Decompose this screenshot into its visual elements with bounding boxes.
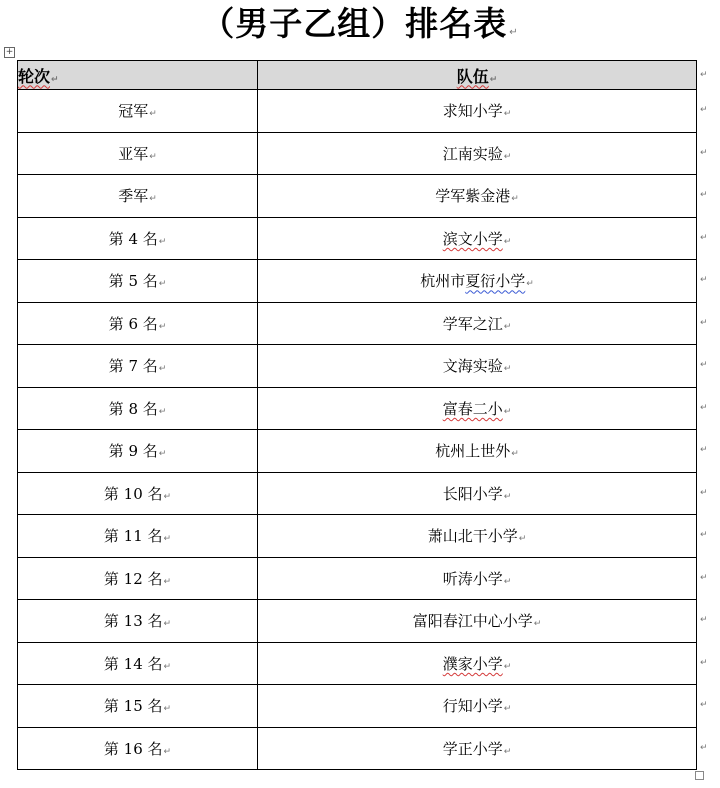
rank-text: 第 4 名 (108, 229, 158, 248)
row-end-mark-icon: ↵ (700, 445, 708, 456)
team-text: 富阳春江中心小学 (412, 612, 533, 631)
table-row (18, 727, 697, 770)
cell-mark-icon: ↵ (503, 406, 512, 417)
cell-mark-icon: ↵ (158, 364, 167, 375)
paragraph-mark-icon: ↵ (509, 27, 519, 38)
team-cell[interactable] (258, 90, 697, 133)
team-cell[interactable] (258, 302, 697, 345)
cell-mark-icon: ↵ (503, 109, 512, 120)
team-cell[interactable] (258, 217, 697, 260)
table-resize-handle[interactable] (695, 771, 704, 780)
table-move-handle-icon[interactable]: + (5, 47, 14, 57)
cell-mark-icon: ↵ (533, 619, 542, 630)
rank-text: 第 7 名 (108, 357, 158, 376)
team-cell[interactable] (258, 727, 697, 770)
row-end-mark-icon: ↵ (700, 69, 708, 80)
row-end-mark-icon: ↵ (700, 572, 708, 583)
row-end-mark-icon: ↵ (700, 700, 708, 711)
row-end-mark-icon: ↵ (700, 317, 708, 328)
row-end-mark-icon: ↵ (700, 232, 708, 243)
rank-cell[interactable] (18, 217, 258, 260)
cell-mark-icon: ↵ (526, 279, 534, 290)
rank-text: 第 8 名 (108, 399, 158, 418)
rank-cell[interactable] (18, 600, 258, 643)
cell-mark-icon: ↵ (163, 576, 172, 587)
rank-cell[interactable] (18, 472, 258, 515)
team-cell[interactable] (258, 132, 697, 175)
team-cell[interactable] (258, 175, 697, 218)
team-text: 文海实验 (442, 357, 503, 376)
header-team[interactable] (258, 61, 697, 90)
rank-cell[interactable] (18, 132, 258, 175)
table-row (18, 642, 697, 685)
row-end-mark-icon: ↵ (700, 742, 708, 753)
team-text: 求知小学 (442, 102, 503, 121)
row-end-mark-icon: ↵ (700, 402, 708, 413)
rank-cell[interactable] (18, 642, 258, 685)
team-cell[interactable] (258, 642, 697, 685)
table-row (18, 90, 697, 133)
page-title (0, 2, 720, 55)
rank-text: 第 14 名 (103, 654, 163, 673)
team-cell[interactable] (258, 515, 697, 558)
table-row (18, 430, 697, 473)
row-end-mark-icon: ↵ (700, 360, 708, 371)
team-cell[interactable] (258, 260, 697, 303)
rank-cell[interactable] (18, 515, 258, 558)
cell-mark-icon: ↵ (163, 746, 172, 757)
cell-mark-icon: ↵ (163, 704, 172, 715)
table-row (18, 472, 697, 515)
rank-cell[interactable] (18, 302, 258, 345)
cell-mark-icon: ↵ (518, 534, 527, 545)
rank-text: 冠军 (118, 102, 149, 121)
table-row (18, 302, 697, 345)
team-text: 萧山北干小学 (427, 527, 518, 546)
cell-mark-icon: ↵ (158, 406, 167, 417)
cell-mark-icon: ↵ (503, 746, 512, 757)
cell-mark-icon: ↵ (158, 236, 167, 247)
rank-cell[interactable] (18, 90, 258, 133)
rank-cell[interactable] (18, 685, 258, 728)
header-round[interactable] (18, 61, 258, 90)
rank-text: 第 6 名 (108, 314, 158, 333)
cell-mark-icon: ↵ (163, 661, 172, 672)
cell-mark-icon: ↵ (503, 704, 512, 715)
cell-mark-icon: ↵ (149, 109, 157, 120)
team-text: 富春二小 (442, 399, 503, 418)
rank-text: 第 12 名 (103, 569, 163, 588)
rank-cell[interactable] (18, 557, 258, 600)
rank-text: 季军 (118, 187, 149, 206)
rank-text: 第 10 名 (103, 484, 163, 503)
team-text: 行知小学 (442, 697, 503, 716)
team-cell[interactable] (258, 345, 697, 388)
team-text-prefix: 杭州市 (420, 272, 466, 291)
table-header-row (18, 61, 697, 90)
table-row (18, 515, 697, 558)
cell-mark-icon: ↵ (163, 491, 172, 502)
row-end-mark-icon: ↵ (700, 487, 708, 498)
header-team-label: 队伍 (456, 66, 489, 86)
table-row (18, 260, 697, 303)
rank-text: 第 16 名 (103, 739, 163, 758)
header-round-label: 轮次 (18, 66, 51, 86)
cell-mark-icon: ↵ (489, 74, 498, 85)
cell-mark-icon: ↵ (511, 194, 519, 205)
ranking-table (17, 60, 697, 770)
table-row (18, 132, 697, 175)
row-end-mark-icon: ↵ (700, 105, 708, 116)
cell-mark-icon: ↵ (503, 364, 512, 375)
rank-text: 第 9 名 (108, 442, 158, 461)
rank-text: 亚军 (118, 144, 149, 163)
team-text: 学军之江 (442, 314, 503, 333)
team-text: 滨文小学 (442, 229, 503, 248)
team-text-marked: 夏衍小学 (465, 272, 526, 291)
table-row (18, 175, 697, 218)
rank-text: 第 15 名 (103, 697, 163, 716)
team-text: 长阳小学 (442, 484, 503, 503)
cell-mark-icon: ↵ (163, 534, 172, 545)
team-text: 学军紫金港 (435, 187, 511, 206)
row-end-mark-icon: ↵ (700, 190, 708, 201)
rank-text: 第 13 名 (103, 612, 163, 631)
row-end-mark-icon: ↵ (700, 615, 708, 626)
cell-mark-icon: ↵ (503, 236, 512, 247)
team-text: 听涛小学 (442, 569, 503, 588)
cell-mark-icon: ↵ (503, 321, 512, 332)
rank-cell[interactable] (18, 345, 258, 388)
team-text: 濮家小学 (442, 654, 503, 673)
cell-mark-icon: ↵ (511, 449, 519, 460)
rank-cell[interactable] (18, 387, 258, 430)
cell-mark-icon: ↵ (158, 321, 167, 332)
cell-mark-icon: ↵ (149, 194, 157, 205)
table-row (18, 387, 697, 430)
team-cell[interactable] (258, 387, 697, 430)
row-end-mark-icon: ↵ (700, 657, 708, 668)
team-cell[interactable] (258, 685, 697, 728)
cell-mark-icon: ↵ (149, 151, 157, 162)
table-row (18, 557, 697, 600)
row-end-mark-icon: ↵ (700, 275, 708, 286)
team-cell[interactable] (258, 430, 697, 473)
table-row (18, 685, 697, 728)
cell-mark-icon: ↵ (51, 74, 59, 85)
table-row (18, 600, 697, 643)
team-text: 江南实验 (442, 144, 503, 163)
table-row (18, 217, 697, 260)
team-text: 杭州上世外 (435, 442, 511, 461)
team-text: 学正小学 (442, 739, 503, 758)
cell-mark-icon: ↵ (503, 661, 512, 672)
table-row (18, 345, 697, 388)
rank-cell[interactable] (18, 727, 258, 770)
rank-cell[interactable] (18, 260, 258, 303)
cell-mark-icon: ↵ (503, 151, 512, 162)
team-cell[interactable] (258, 600, 697, 643)
row-end-mark-icon: ↵ (700, 147, 708, 158)
rank-cell[interactable] (18, 430, 258, 473)
cell-mark-icon: ↵ (158, 279, 167, 290)
cell-mark-icon: ↵ (158, 449, 167, 460)
rank-text: 第 11 名 (103, 527, 163, 546)
row-end-marks (700, 60, 714, 769)
row-end-mark-icon: ↵ (700, 530, 708, 541)
rank-cell[interactable] (18, 175, 258, 218)
rank-text: 第 5 名 (108, 272, 158, 291)
team-cell[interactable] (258, 557, 697, 600)
team-cell[interactable] (258, 472, 697, 515)
title-text: （男子乙组）排名表 (201, 4, 508, 43)
cell-mark-icon: ↵ (503, 491, 512, 502)
cell-mark-icon: ↵ (163, 619, 172, 630)
cell-mark-icon: ↵ (503, 576, 512, 587)
